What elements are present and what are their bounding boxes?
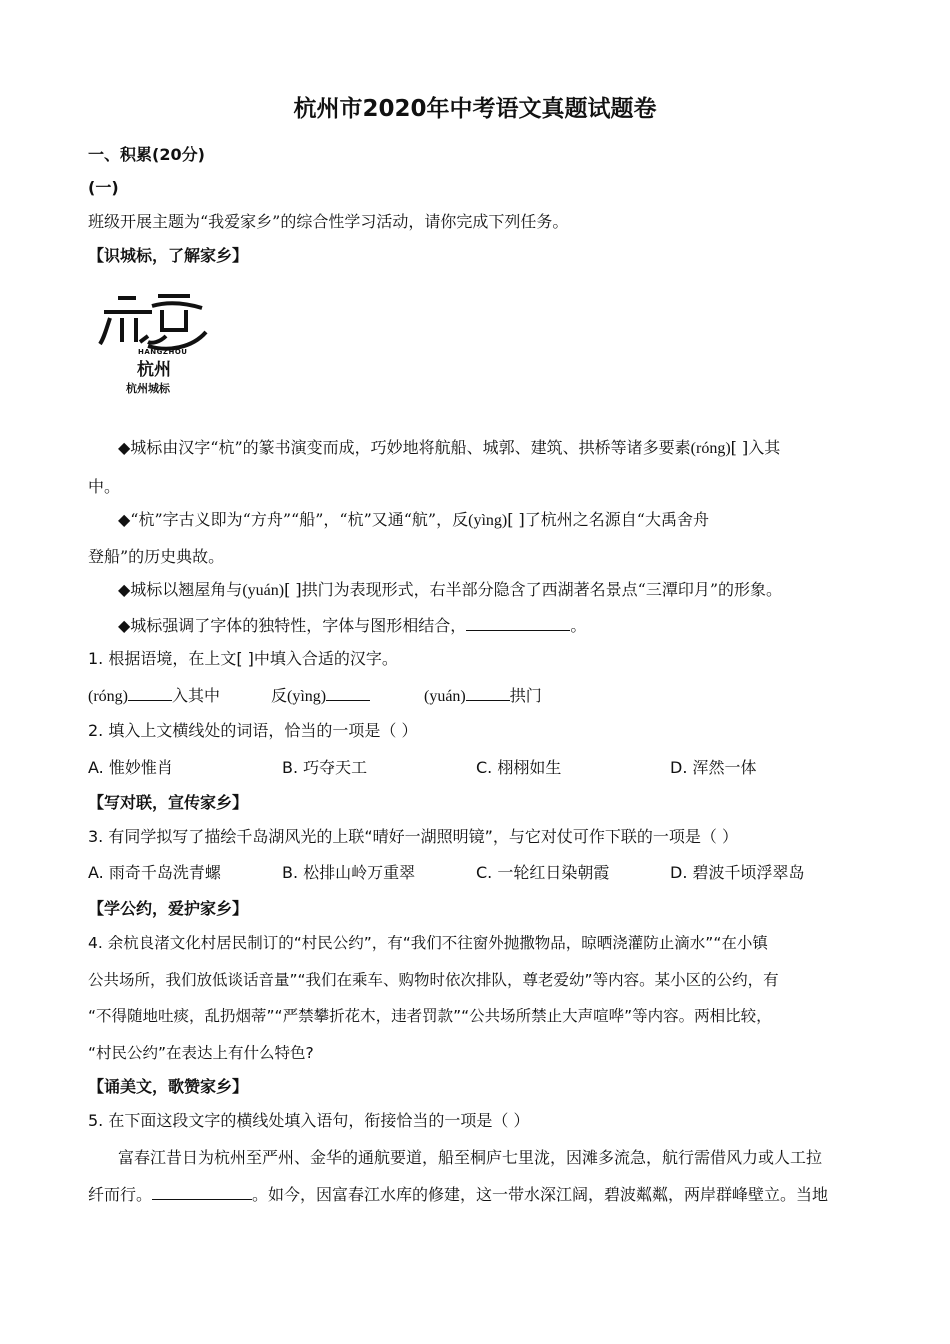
question-2: 2. 填入上文横线处的词语，恰当的一项是（ ） [88,721,418,740]
task-heading-1: 【识城标，了解家乡】 [88,246,249,265]
passage-line-1: 富春江昔日为杭州至严州、金华的通航要道，船至桐庐七里泷，因滩多流急，航行需借风力或人工拉 [118,1148,823,1167]
q3-option-b: B. 松排山岭万重翠 [282,863,416,882]
task-heading-4: 【诵美文，歌赞家乡】 [88,1077,249,1096]
intro-text: 班级开展主题为“我爱家乡”的综合性学习活动，请你完成下列任务。 [88,212,569,231]
q3-option-c: C. 一轮红日染朝霞 [476,863,610,882]
bullet-1-cont: 中。 [88,477,121,496]
question-4-line-3: “不得随地吐痰，乱扔烟蒂”“严禁攀折花木，违者罚款”“公共场所禁止大声喧哗”等内容。两相比较， [88,1007,772,1025]
bullet-4: ◆城标强调了字体的独特性，字体与图形相结合， 。 [118,616,587,635]
q2-option-c: C. 栩栩如生 [476,758,562,777]
bullet-2-cont: 登船”的历史典故。 [88,547,225,566]
question-1-fill: (róng) 入其中 [88,686,220,705]
q2-option-a: A. 惟妙惟肖 [88,758,173,777]
subsection-heading: (一) [88,178,119,197]
page-title: 杭州市2020年中考语文真题试题卷 [293,96,657,122]
answer-blank [466,614,570,631]
fill-blank-b [326,684,370,701]
question-4-line-1: 4. 余杭良渚文化村居民制订的“村民公约”，有“我们不往窗外抛撒物品，晾晒浇灌防止滴水”“在小镇 [88,934,768,952]
task-heading-2: 【写对联，宣传家乡】 [88,793,249,812]
bullet-1: ◆城标由汉字“杭”的篆书演变而成，巧妙地将航船、城郭、建筑、拱桥等诸多要素(róng)[ ]入其 [118,438,781,457]
q3-option-a: A. 雨奇千岛洗青螺 [88,863,221,882]
fill-blank-c [466,684,510,701]
q2-option-b: B. 巧夺天工 [282,758,368,777]
q3-option-d: D. 碧波千顷浮翠岛 [670,863,805,882]
passage-blank [152,1183,252,1200]
question-1-fill-b: 反(yìng) [271,684,370,708]
question-1: 1. 根据语境，在上文[ ]中填入合适的汉字。 [88,649,398,668]
question-1-fill-c: (yuán) 拱门 [424,686,542,705]
question-4-line-4: “村民公约”在表达上有什么特色? [88,1044,314,1062]
q2-option-d: D. 浑然一体 [670,758,757,777]
section-heading: 一、积累(20分) [88,145,205,164]
logo-caption: 杭州城标 [126,382,170,395]
logo-pinyin: HANGZHOU [138,348,188,356]
question-5: 5. 在下面这段文字的横线处填入语句，衔接恰当的一项是（ ） [88,1111,530,1130]
question-3: 3. 有同学拟写了描绘千岛湖风光的上联“晴好一湖照明镜”，与它对仗可作下联的一项是（ ） [88,827,739,846]
passage-line-2: 纤而行。 。如今，因富春江水库的修建，这一带水深江阔，碧波粼粼，两岸群峰壁立。当地 [88,1185,829,1204]
bullet-3: ◆城标以翘屋角与(yuán)[ ]拱门为表现形式，右半部分隐含了西湖著名景点“三潭印月”的形象。 [118,580,783,599]
question-4-line-2: 公共场所，我们放低谈话音量”“我们在乘车、购物时依次排队，尊老爱幼”等内容。某小区的公约，有 [88,971,779,989]
logo-name: 杭州 [137,360,171,380]
bullet-2: ◆“杭”字古义即为“方舟”“船”，“杭”又通“航”，反(yìng)[ ]了杭州之名源自“大禹舍舟 [118,510,709,529]
fill-blank-a [128,684,172,701]
task-heading-3: 【学公约，爱护家乡】 [88,899,249,918]
